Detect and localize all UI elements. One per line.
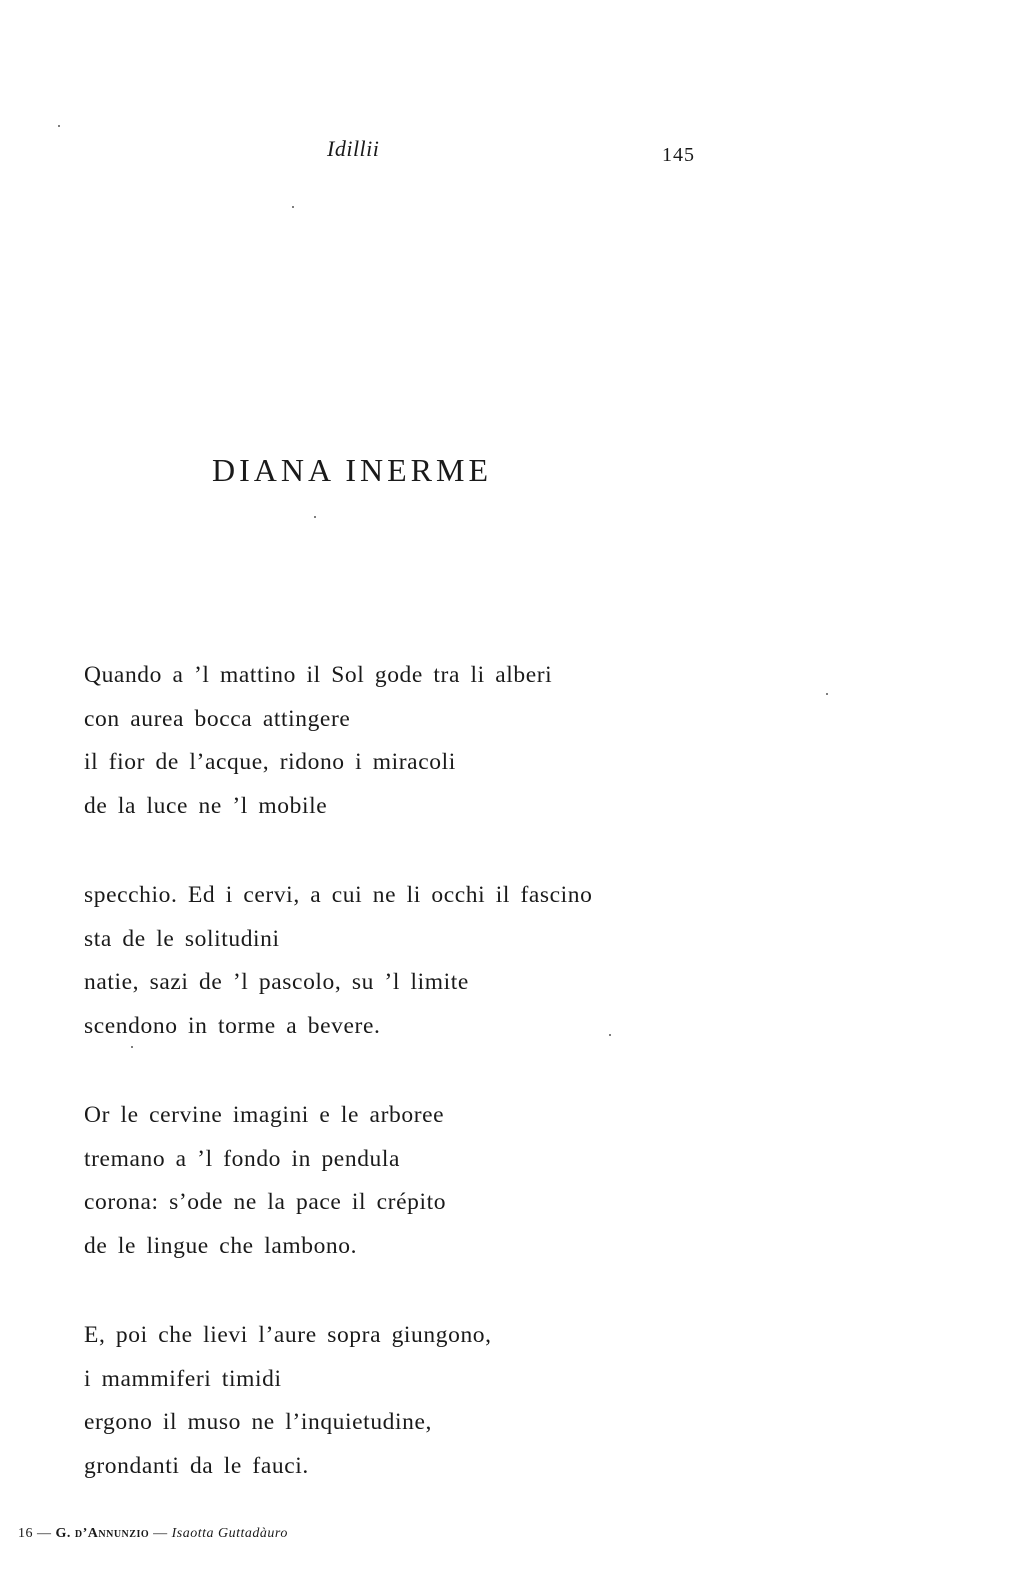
- scan-speck: [58, 125, 60, 127]
- running-head: Idillii: [327, 136, 380, 161]
- scan-speck: [826, 693, 828, 695]
- signature-line: [18, 1526, 288, 1542]
- page-number: 145: [662, 144, 695, 166]
- verse-line: specchio. Ed i cervi, a cui ne li occhi il fascino: [84, 882, 593, 908]
- verse-line: il fior de l’acque, ridono i miracoli: [84, 749, 456, 775]
- scan-speck: [314, 516, 316, 518]
- verse-line: de le lingue che lambono.: [84, 1232, 358, 1259]
- verse-line: con aurea bocca attingere: [84, 705, 351, 732]
- stanza: [84, 654, 684, 828]
- author-name: G. d’Annunzio: [55, 1526, 150, 1541]
- verse-line: de la luce ne ’l mobile: [84, 792, 328, 819]
- verse-line: natie, sazi de ’l pascolo, su ’l limite: [84, 969, 469, 995]
- verse-line: i mammiferi timidi: [84, 1365, 282, 1392]
- stanza: [84, 1094, 684, 1268]
- scan-speck: [131, 1046, 133, 1048]
- scan-speck: [292, 206, 294, 208]
- signature-separator: —: [153, 1526, 168, 1541]
- poem-title: DIANA INERME: [212, 452, 492, 488]
- signature-number: 16: [18, 1526, 33, 1541]
- stanza: [84, 874, 684, 1048]
- verse-line: Quando a ’l mattino il Sol gode tra li alberi: [84, 662, 553, 688]
- verse-line: Or le cervine imagini e le arboree: [84, 1102, 445, 1128]
- signature-separator: —: [37, 1526, 52, 1541]
- verse-line: ergono il muso ne l’inquietudine,: [84, 1409, 433, 1435]
- verse-line: corona: s’ode ne la pace il crépito: [84, 1189, 447, 1215]
- verse-line: sta de le solitudini: [84, 925, 280, 952]
- work-title: Isaotta Guttadàuro: [171, 1526, 288, 1541]
- verse-line: E, poi che lievi l’aure sopra giungono,: [84, 1322, 492, 1348]
- poem-body: [84, 654, 684, 1488]
- stanza: [84, 1314, 684, 1488]
- scan-speck: [609, 1034, 611, 1036]
- verse-line: grondanti da le fauci.: [84, 1452, 309, 1479]
- verse-line: scendono in torme a bevere.: [84, 1012, 381, 1039]
- verse-line: tremano a ’l fondo in pendula: [84, 1145, 401, 1172]
